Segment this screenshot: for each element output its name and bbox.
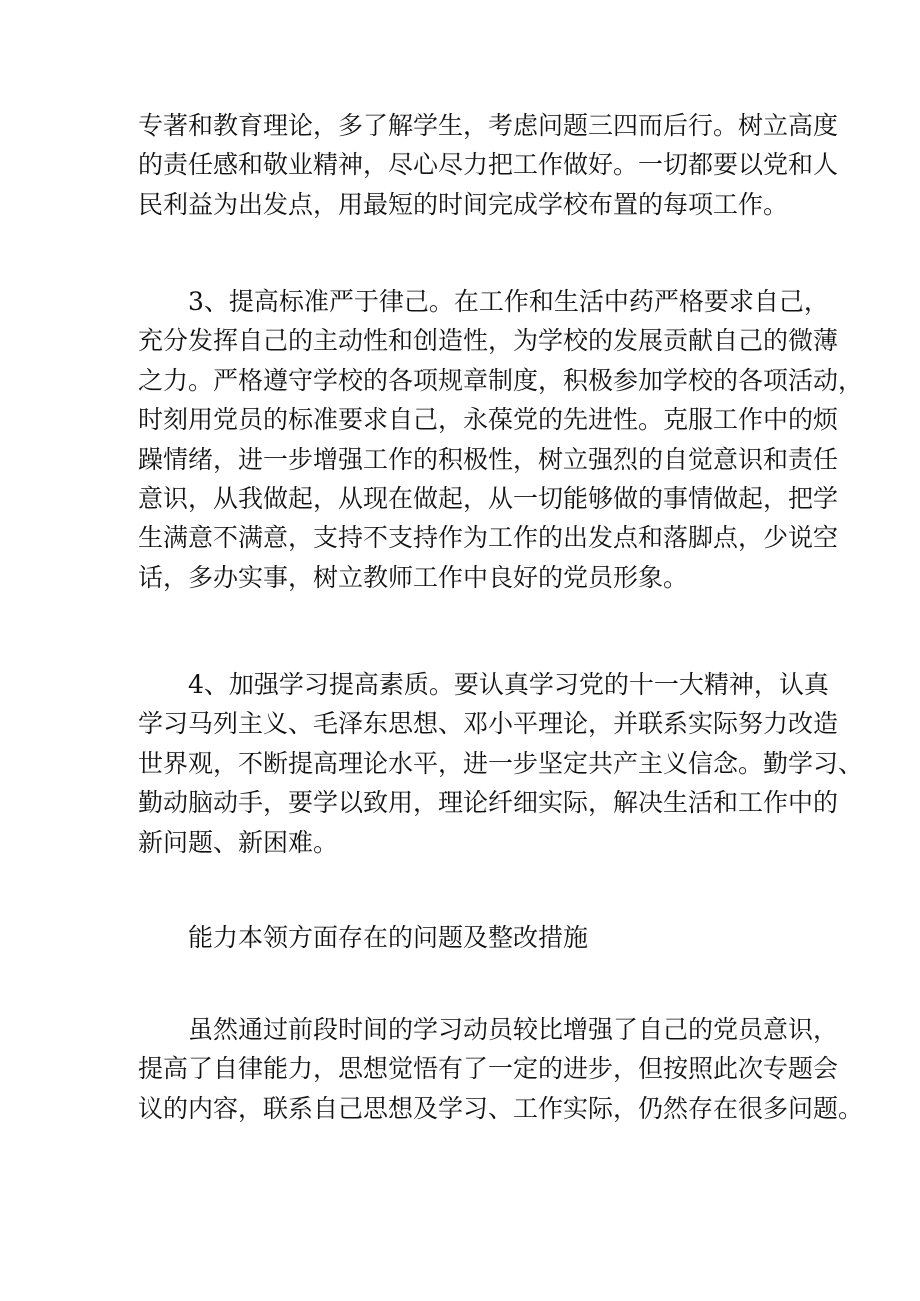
text-line: 意识，从我做起，从现在做起，从一切能够做的事情做起，把学 <box>138 484 839 514</box>
text-line: 躁情绪，进一步增强工作的积极性，树立强烈的自觉意识和责任 <box>138 444 839 474</box>
paragraph-continuation <box>138 106 839 224</box>
text-line: 提高了自律能力，思想觉悟有了一定的进步，但按照此次专题会 <box>138 1054 839 1084</box>
text-line: 的责任感和敬业精神，尽心尽力把工作做好。一切都要以党和人 <box>138 150 839 180</box>
text-line: 虽然通过前段时间的学习动员较比增强了自己的党员意识， <box>188 1015 839 1044</box>
text-line: 专著和教育理论，多了解学生，考虑问题三四而后行。树立高度 <box>138 111 839 140</box>
text-line: 之力。严格遵守学校的各项规章制度，积极参加学校的各项活动， <box>138 365 864 395</box>
text-line: 话，多办实事，树立教师工作中良好的党员形象。 <box>138 562 689 592</box>
text-line: 时刻用党员的标准要求自己，永葆党的先进性。克服工作中的烦 <box>138 405 839 435</box>
text-line: 勤动脑动手，要学以致用，理论纤细实际，解决生活和工作中的 <box>138 788 839 818</box>
text-line: 民利益为出发点，用最短的时间完成学校布置的每项工作。 <box>138 189 789 219</box>
paragraph-item-4 <box>138 665 864 862</box>
text-line: 3、提高标准严于律己。在工作和生活中药严格要求自己， <box>188 287 829 316</box>
text-line: 新问题、新困难。 <box>138 827 339 857</box>
text-line: 世界观，不断提高理论水平，进一步坚定共产主义信念。勤学习、 <box>138 748 864 778</box>
paragraph-item-3 <box>138 282 864 597</box>
text-line: 议的内容，联系自己思想及学习、工作实际，仍然存在很多问题。 <box>138 1093 864 1123</box>
section-heading: 能力本领方面存在的问题及整改措施 <box>188 923 589 952</box>
text-line: 充分发挥自己的主动性和创造性，为学校的发展贡献自己的微薄 <box>138 326 839 356</box>
paragraph-problems <box>138 1010 864 1128</box>
text-line: 学习马列主义、毛泽东思想、邓小平理论，并联系实际努力改造 <box>138 709 839 739</box>
text-line: 4、加强学习提高素质。要认真学习党的十一大精神，认真 <box>188 670 829 699</box>
text-line: 生满意不满意，支持不支持作为工作的出发点和落脚点，少说空 <box>138 523 839 553</box>
